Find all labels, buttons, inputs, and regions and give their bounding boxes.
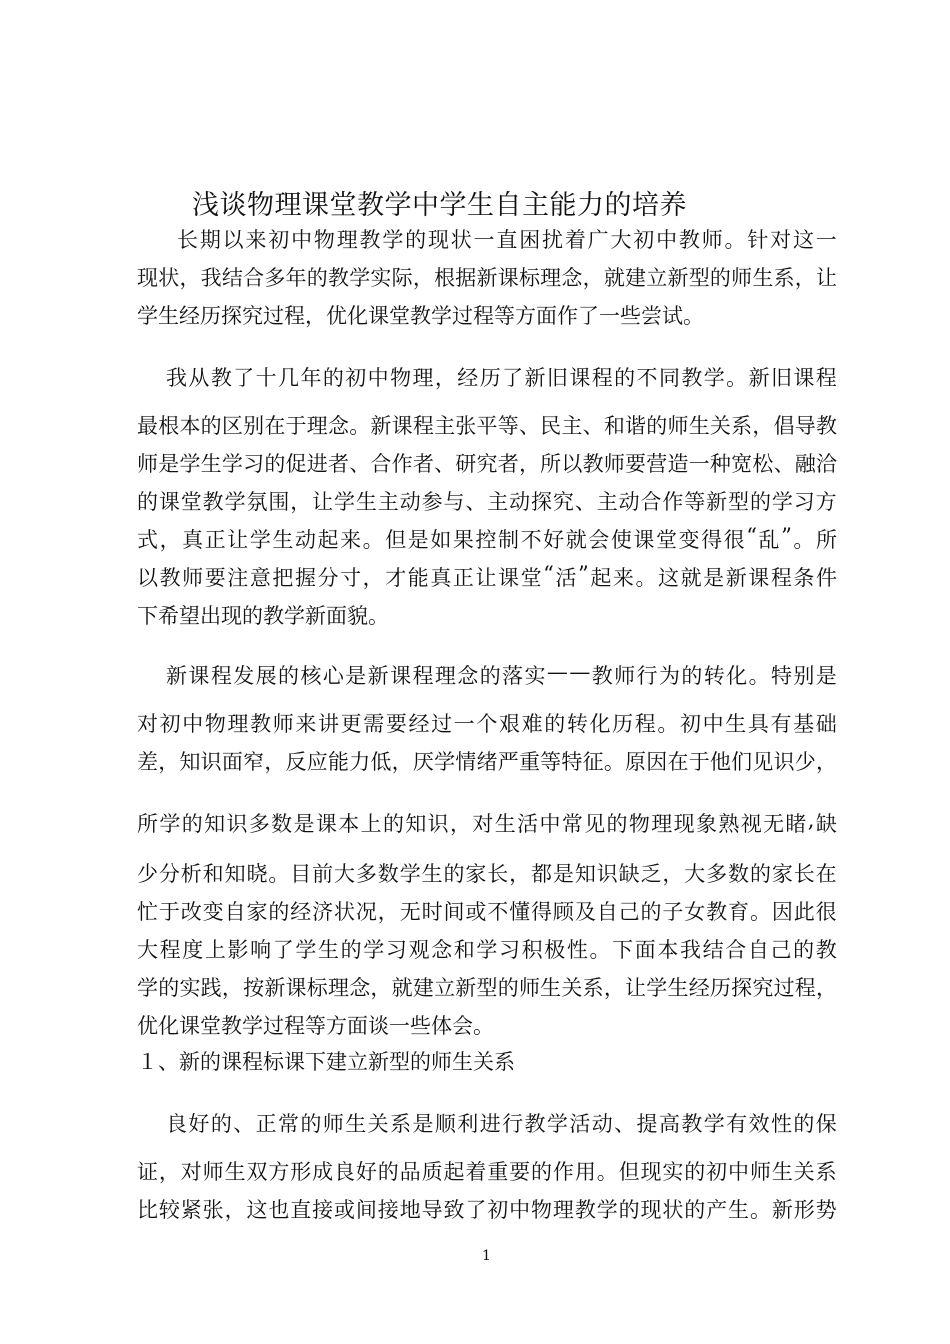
- paragraph-line: 学生经历探究过程，优化课堂教学过程等方面作了一些尝试。: [137, 304, 704, 328]
- paragraph-line: 我 从 教 了 十 几 年 的 初 中 物 理 ， 经 历 了 新 旧 课 程 的 不 同 教 学 。 新 旧 课 程: [166, 366, 837, 390]
- paragraph-line: 式 ， 真 正 让 学 生 动 起 来 。 但 是 如 果 控 制 不 好 就 会 使 课 堂 变 得 很 “ 乱 ” 。 所: [137, 524, 837, 552]
- paragraph-line: 所 学 的 知 识 多 数 是 课 本 上 的 知 识 ， 对 生 活 中 常 见 的 物 理 现 象 熟 视 无 睹 , 缺: [137, 808, 837, 836]
- paragraph-line: 新 课 程 发 展 的 核 心 是 新 课 程 理 念 的 落 实 — — 教 师 行 为 的 转 化 。 特 别 是: [166, 660, 837, 688]
- paragraph-line: 的 课 堂 教 学 氛 围 ， 让 学 生 主 动 参 与 、 主 动 探 究 、 主 动 合 作 等 新 型 的 学 习 方: [137, 490, 837, 514]
- paragraph-line: 忙 于 改 变 自 家 的 经 济 状 况 ， 无 时 间 或 不 懂 得 顾 及 自 己 的 子 女 教 育 。 因 此 很: [137, 900, 837, 924]
- paragraph-line: 学 的 实 践 ， 按 新 课 标 理 念 ， 就 建 立 新 型 的 师 生 关 系 ， 让 学 生 经 历 探 究 过 程 ，: [137, 976, 837, 1000]
- paragraph-line: 以 教 师 要 注 意 把 握 分 寸 ， 才 能 真 正 让 课 堂 “ 活 ” 起 来 。 这 就 是 新 课 程 条 件: [137, 562, 837, 590]
- paragraph-line: 良 好 的 、 正 常 的 师 生 关 系 是 顺 利 进 行 教 学 活 动 、 提 高 教 学 有 效 性 的 保: [166, 1112, 837, 1136]
- paragraph-line: 差 ， 知 识 面 窄 ， 反 应 能 力 低 ， 厌 学 情 绪 严 重 等 特 征 。 原 因 在 于 他 们 见 识 少 ，: [137, 750, 837, 774]
- paragraph-line: 师 是 学 生 学 习 的 促 进 者 、 合 作 者 、 研 究 者 ， 所 以 教 师 要 营 造 一 种 宽 松 、 融 洽: [137, 452, 837, 476]
- page-number: 1: [482, 1248, 491, 1264]
- paragraph-line: 最 根 本 的 区 别 在 于 理 念 。 新 课 程 主 张 平 等 、 民 主 、 和 谐 的 师 生 关 系 ， 倡 导 教: [137, 414, 837, 438]
- paragraph-line: 对 初 中 物 理 教 师 来 讲 更 需 要 经 过 一 个 艰 难 的 转 化 历 程 。 初 中 生 具 有 基 础: [137, 712, 837, 736]
- paragraph-line: 下希望出现的教学新面貌。: [137, 604, 389, 628]
- paragraph-line: 长 期 以 来 初 中 物 理 教 学 的 现 状 一 直 困 扰 着 广 大 初 中 教 师 。 针 对 这 一: [177, 228, 837, 252]
- paragraph-line: 少 分 析 和 知 晓 。 目 前 大 多 数 学 生 的 家 长 ， 都 是 知 识 缺 乏 ， 大 多 数 的 家 长 在: [137, 862, 837, 886]
- paragraph-line: 现 状 ， 我 结 合 多 年 的 教 学 实 际 ， 根 据 新 课 标 理 念 ， 就 建 立 新 型 的 师 生 系 ， 让: [137, 266, 837, 290]
- paragraph-line: 大 程 度 上 影 响 了 学 生 的 学 习 观 念 和 学 习 积 极 性 。 下 面 本 我 结 合 自 己 的 教: [137, 938, 837, 962]
- paragraph-line: 优化课堂教学过程等方面谈一些体会。: [137, 1014, 494, 1038]
- paragraph-line: 证 ， 对 师 生 双 方 形 成 良 好 的 品 质 起 着 重 要 的 作 用 。 但 现 实 的 初 中 师 生 关 系: [137, 1160, 837, 1184]
- document-title: 浅谈物理课堂教学中学生自主能力的培养: [192, 190, 687, 221]
- paragraph-line: 比 较 紧 张 ， 这 也 直 接 或 间 接 地 导 致 了 初 中 物 理 教 学 的 现 状 的 产 生 。 新 形 势: [137, 1198, 837, 1222]
- section-heading: １、新的课程标课下建立新型的师生关系: [137, 1050, 515, 1074]
